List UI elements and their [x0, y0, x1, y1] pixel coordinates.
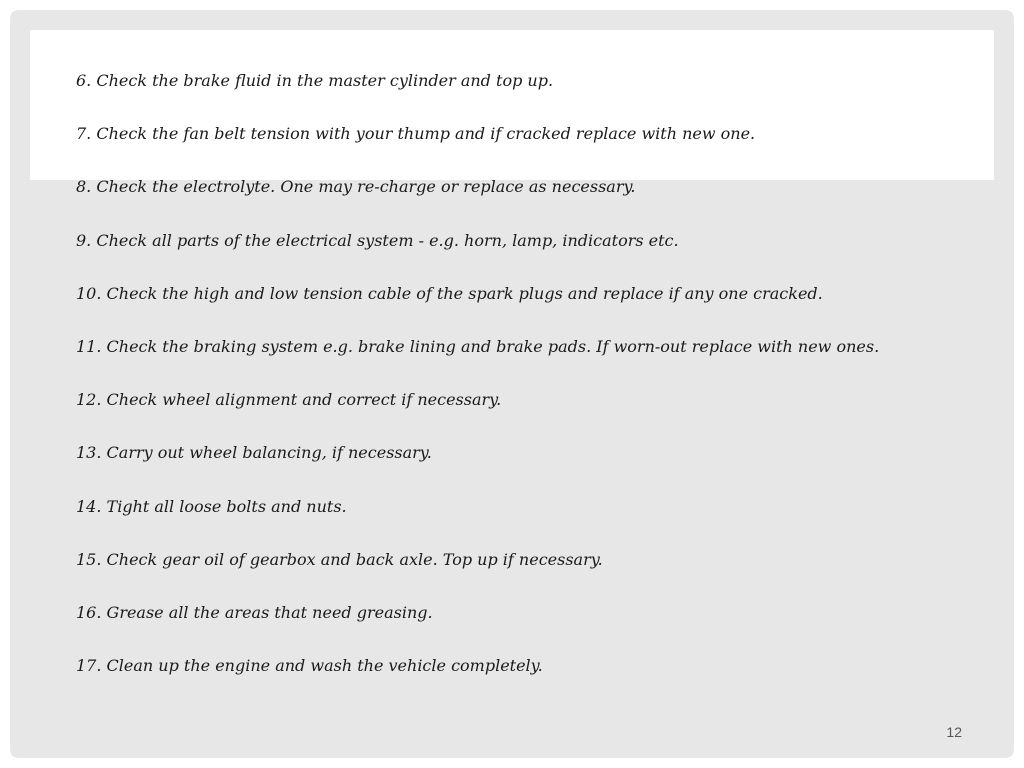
list-item: 9. Check all parts of the electrical system - e.g. horn, lamp, indicators etc. — [76, 230, 679, 250]
page-number: 12 — [946, 724, 962, 740]
list-item: 8. Check the electrolyte. One may re-charge or replace as necessary. — [76, 177, 636, 197]
list-item: 6. Check the brake fluid in the master cylinder and top up. — [76, 71, 554, 90]
list-item: 17. Clean up the engine and wash the vehicle completely. — [76, 656, 543, 676]
list-item: 11. Check the braking system e.g. brake lining and brake pads. If worn-out replace with new ones. — [76, 336, 880, 356]
list-item: 16. Grease all the areas that need greasing. — [76, 602, 433, 622]
list-item: 12. Check wheel alignment and correct if necessary. — [76, 390, 502, 410]
slide — [10, 10, 1014, 758]
list-item: 15. Check gear oil of gearbox and back axle. Top up if necessary. — [76, 549, 603, 569]
list-item: 10. Check the high and low tension cable of the spark plugs and replace if any one cracked. — [76, 283, 823, 303]
list-item: 7. Check the fan belt tension with your thump and if cracked replace with new one. — [76, 124, 756, 144]
list-item: 14. Tight all loose bolts and nuts. — [76, 496, 347, 516]
maintenance-list — [76, 70, 879, 708]
list-item: 13. Carry out wheel balancing, if necessary. — [76, 443, 432, 463]
